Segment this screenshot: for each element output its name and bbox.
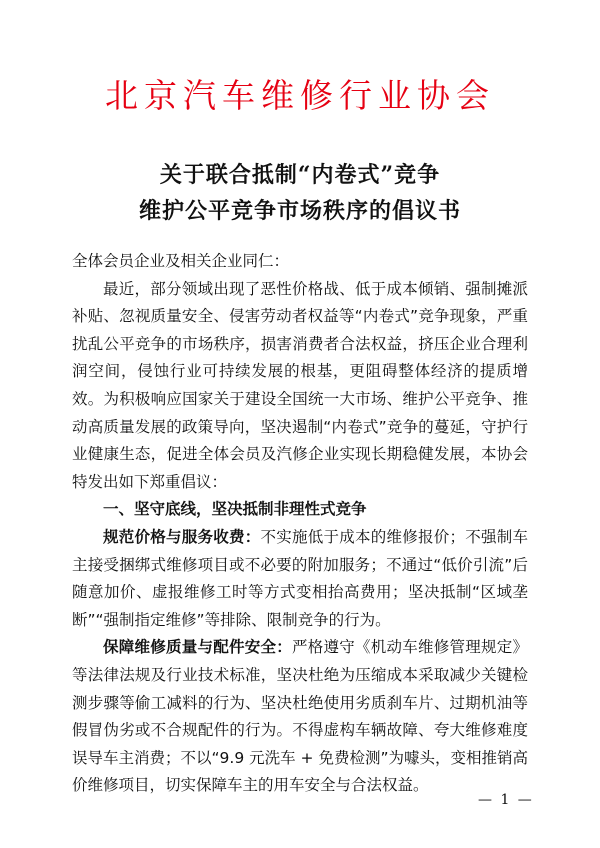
document-title-line-1: 关于联合抵制“内卷式”竞争 xyxy=(159,162,441,188)
page-number: — 1 — xyxy=(478,792,534,808)
paragraph-lead: 规范价格与服务收费： xyxy=(103,527,261,546)
section-heading: 一、坚守底线，坚决抵制非理性式竞争 xyxy=(103,500,367,519)
paragraph-text: 严格遵守《机动车维修管理规定》等法律法规及行业技术标准，坚决杜绝为压缩成本采取减少关键检测步骤等偷工减料的行为、坚决杜绝使用劣质刹车片、过期机油等假冒伪劣或不合规配件的行为。不得虚构车辆故障、夸大维修难度误导车主消费；不以“9.9 元洗车 + 免费检测”为噱头，变相推销高价维修项目，切实保障车主的用车安全与合法权益。 xyxy=(72,638,528,795)
document-title-line-2: 维护公平竞争市场秩序的倡议书 xyxy=(138,198,461,224)
paragraph-quality-assurance xyxy=(72,634,528,800)
document-body xyxy=(72,248,528,800)
paragraph-price-regulation xyxy=(72,524,528,634)
organization-name: 北京汽车维修行业协会 xyxy=(105,76,495,115)
paragraph-text: 不实施低于成本的维修报价；不强制车主接受捆绑式维修项目或不必要的附加服务；不通过“低价引流”后随意加价、虚报维修工时等方式变相抬高费用；坚决抵制“区域垄断”“强制指定维修”等排除、限制竞争的行为。 xyxy=(72,527,528,629)
paragraph-lead: 保障维修质量与配件安全： xyxy=(103,638,292,657)
intro-paragraph: 最近，部分领域出现了恶性价格战、低于成本倾销、强制摊派补贴、忽视质量安全、侵害劳动者权益等“内卷式”竞争现象，严重扰乱公平竞争的市场秩序，损害消费者合法权益，挤压企业合理利润空间，侵蚀行业可持续发展的根基，更阻碍整体经济的提质增效。为积极响应国家关于建设全国统一大市场、维护公平竞争、推动高质量发展的政策导向，坚决遏制“内卷式”竞争的蔓延，守护行业健康生态，促进全体会员及汽修企业实现长期稳健发展，本协会特发出如下郑重倡议： xyxy=(72,279,528,491)
salutation: 全体会员企业及相关企业同仁： xyxy=(72,252,290,270)
